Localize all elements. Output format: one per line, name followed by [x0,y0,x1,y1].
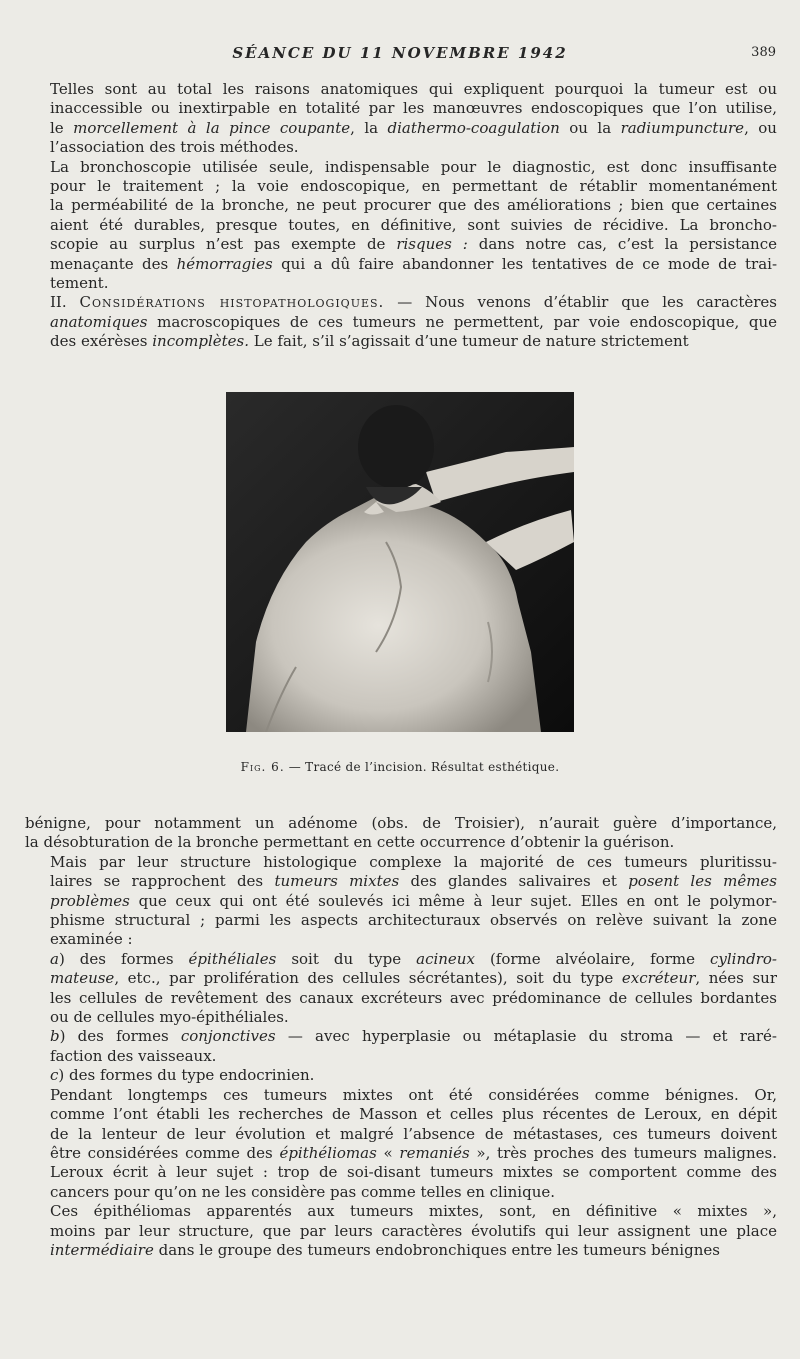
text-run: Leroux écrit à leur sujet : trop de soi-disant tumeurs mixtes se comportent comme des [50,1163,777,1182]
text-line [25,833,777,852]
text-line [25,1125,777,1144]
text-run: risques : [396,235,468,254]
text-run: acineux [416,949,475,968]
paragraph [25,1066,777,1085]
figure-caption [0,760,800,774]
text-run: ) des formes [59,1027,181,1046]
text-block-top [25,80,777,352]
figure-caption-label: Fig. 6. [240,760,285,774]
paragraph [25,293,777,351]
text-run: posent les mêmes [628,872,777,891]
text-block-bottom [25,814,777,1260]
text-run: le [50,118,74,137]
text-line [25,196,777,215]
running-head [0,44,800,66]
text-line [25,274,777,293]
text-line [25,1222,777,1241]
text-run: menaçante des [50,254,177,273]
figure-photograph [226,392,574,732]
text-run: Telles sont au total les raisons anatomiques qui expliquent pourquoi la tumeur est ou [50,80,777,98]
figure-caption-text: — Tracé de l’incision. Résultat esthétique. [284,760,560,774]
text-line [25,911,777,930]
paragraph [25,1086,777,1202]
text-line [25,119,777,138]
text-run: laires se rapprochent des [50,872,275,891]
text-run: des glandes salivaires et [399,872,629,891]
text-run: la perméabilité de la bronche, ne peut procurer que des améliorations ; bien que certaines [50,196,777,215]
text-run: cylindro- [709,949,777,968]
text-run: Considérations histopathologiques. [79,293,385,312]
text-run: soit du type [276,949,417,968]
text-run: c [50,1066,59,1085]
text-run: être considérées comme des [50,1143,280,1162]
paragraph [25,814,777,853]
text-run: « [376,1143,400,1162]
text-run: phisme structural ; parmi les aspects architecturaux observés on relève suivant la zone [50,911,777,930]
text-line [25,255,777,274]
text-run: », très proches des tumeurs malignes. [469,1143,777,1162]
text-run: macroscopiques de ces tumeurs ne permettent, par voie endoscopique, que [147,312,777,331]
text-line [25,138,777,157]
text-line [25,99,777,118]
text-line [25,1027,777,1046]
text-line [25,1008,777,1027]
text-run: , ou [744,118,777,137]
paragraph [25,1202,777,1260]
text-run: la désobturation de la bronche permettant en cette occurrence d’obtenir la guérison. [25,833,675,852]
text-line [25,235,777,254]
paragraph [25,158,777,294]
text-run: examinée : [50,930,133,949]
running-title: SÉANCE DU 11 NOVEMBRE 1942 [232,44,568,62]
text-run: morcellement à la pince coupante [73,118,351,137]
text-run: hémorragies [176,254,273,273]
text-line [25,892,777,911]
text-run: aient été durables, presque toutes, en définitive, sont suivies de récidive. La broncho- [50,215,777,234]
text-run: a [50,949,59,968]
text-run: ) des formes [58,949,189,968]
text-run: faction des vaisseaux. [50,1046,217,1065]
text-run: Ces épithéliomas apparentés aux tumeurs mixtes, sont, en définitive « mixtes », [50,1202,777,1221]
text-line [25,177,777,196]
text-line [25,293,777,312]
text-run: qui a dû faire abandonner les tentatives de ce mode de trai- [272,254,777,273]
text-line [25,950,777,969]
text-line [25,872,777,891]
text-run: cancers pour qu’on ne les considère pas comme telles en clinique. [50,1182,556,1201]
figure-photo-drawing [226,392,574,732]
text-line [25,158,777,177]
text-run: ) des formes du type endocrinien. [58,1066,315,1085]
text-run: l’association des trois méthodes. [50,138,299,157]
text-line [25,1047,777,1066]
text-run: incomplètes. [152,332,250,351]
text-run: II. [50,293,80,312]
paragraph [25,950,777,1028]
text-line [25,1066,777,1085]
text-run: ou de cellules myo-épithéliales. [50,1008,289,1027]
text-run: , nées sur [695,969,777,988]
text-run: Mais par leur structure histologique complexe la majorité de ces tumeurs pluritissu- [50,852,777,871]
text-run: pour le traitement ; la voie endoscopique, en permettant de rétablir momentanément [50,177,777,196]
text-run: tumeurs mixtes [274,872,400,891]
text-line [25,1105,777,1124]
text-run: problèmes [50,891,130,910]
text-line [25,1163,777,1182]
text-run: inaccessible ou inextirpable en totalité par les manœuvres endoscopiques que l’on utilise, [50,99,777,118]
page-number: 389 [751,45,776,60]
text-run: b [50,1027,60,1046]
text-run: Le fait, s’il s’agissait d’une tumeur de nature strictement [249,332,689,351]
text-run: les cellules de revêtement des canaux excréteurs avec prédominance de cellules bordantes [50,988,777,1007]
text-run: La bronchoscopie utilisée seule, indispensable pour le diagnostic, est donc insuffisante [50,157,777,176]
text-run: que ceux qui ont été soulevés ici même à leur sujet. Elles en ont le polymor- [129,891,777,910]
text-run: diathermo-coagulation [387,118,560,137]
text-run: scopie au surplus n’est pas exempte de [50,235,397,254]
text-run: mateuse [50,969,115,988]
text-run: épithéliomas [279,1143,377,1162]
text-line [25,853,777,872]
text-line [25,80,777,99]
text-line [25,969,777,988]
text-line [25,1086,777,1105]
text-run: (forme alvéolaire, forme [474,949,710,968]
text-run: moins par leur structure, que par leurs caractères évolutifs qui leur assignent une place [50,1221,777,1240]
text-run: bénigne, pour notamment un adénome (obs. de Troisier), n’aurait guère d’importance, [25,814,777,832]
text-run: excréteur [621,969,696,988]
text-line [25,1241,777,1260]
text-line [25,1183,777,1202]
text-run: conjonctives [180,1027,276,1046]
text-run: de la lenteur de leur évolution et malgré l’absence de métastases, ces tumeurs doivent [50,1124,777,1143]
text-run: , etc., par prolifération des cellules sécrétantes), soit du type [114,969,622,988]
text-line [25,1202,777,1221]
text-run: tement. [50,274,109,293]
text-line [25,814,777,833]
text-run: dans le groupe des tumeurs endobronchiques entre les tumeurs bénignes [153,1240,720,1259]
paragraph [25,1027,777,1066]
paragraph [25,80,777,158]
text-run: — Nous venons d’établir que les caractères [384,293,777,312]
text-run: comme l’ont établi les recherches de Masson et celles plus récentes de Leroux, en dépit [50,1105,777,1124]
text-run: — avec hyperplasie ou métaplasie du stroma — et raré- [275,1027,777,1046]
text-line [25,930,777,949]
text-run: Pendant longtemps ces tumeurs mixtes ont été considérées comme bénignes. Or, [50,1085,777,1104]
text-line [25,1144,777,1163]
text-line [25,989,777,1008]
text-run: remaniés [399,1143,470,1162]
text-line [25,313,777,332]
text-line [25,332,777,351]
text-line [25,216,777,235]
text-run: épithéliales [188,949,277,968]
text-run: ou la [559,118,621,137]
text-run: des exérèses [50,332,153,351]
text-run: anatomiques [50,312,148,331]
text-run: dans notre cas, c’est la persistance [467,235,777,254]
text-run: radiumpuncture [620,118,745,137]
paragraph [25,853,777,950]
text-run: , la [350,118,388,137]
text-run: intermédiaire [50,1240,154,1259]
